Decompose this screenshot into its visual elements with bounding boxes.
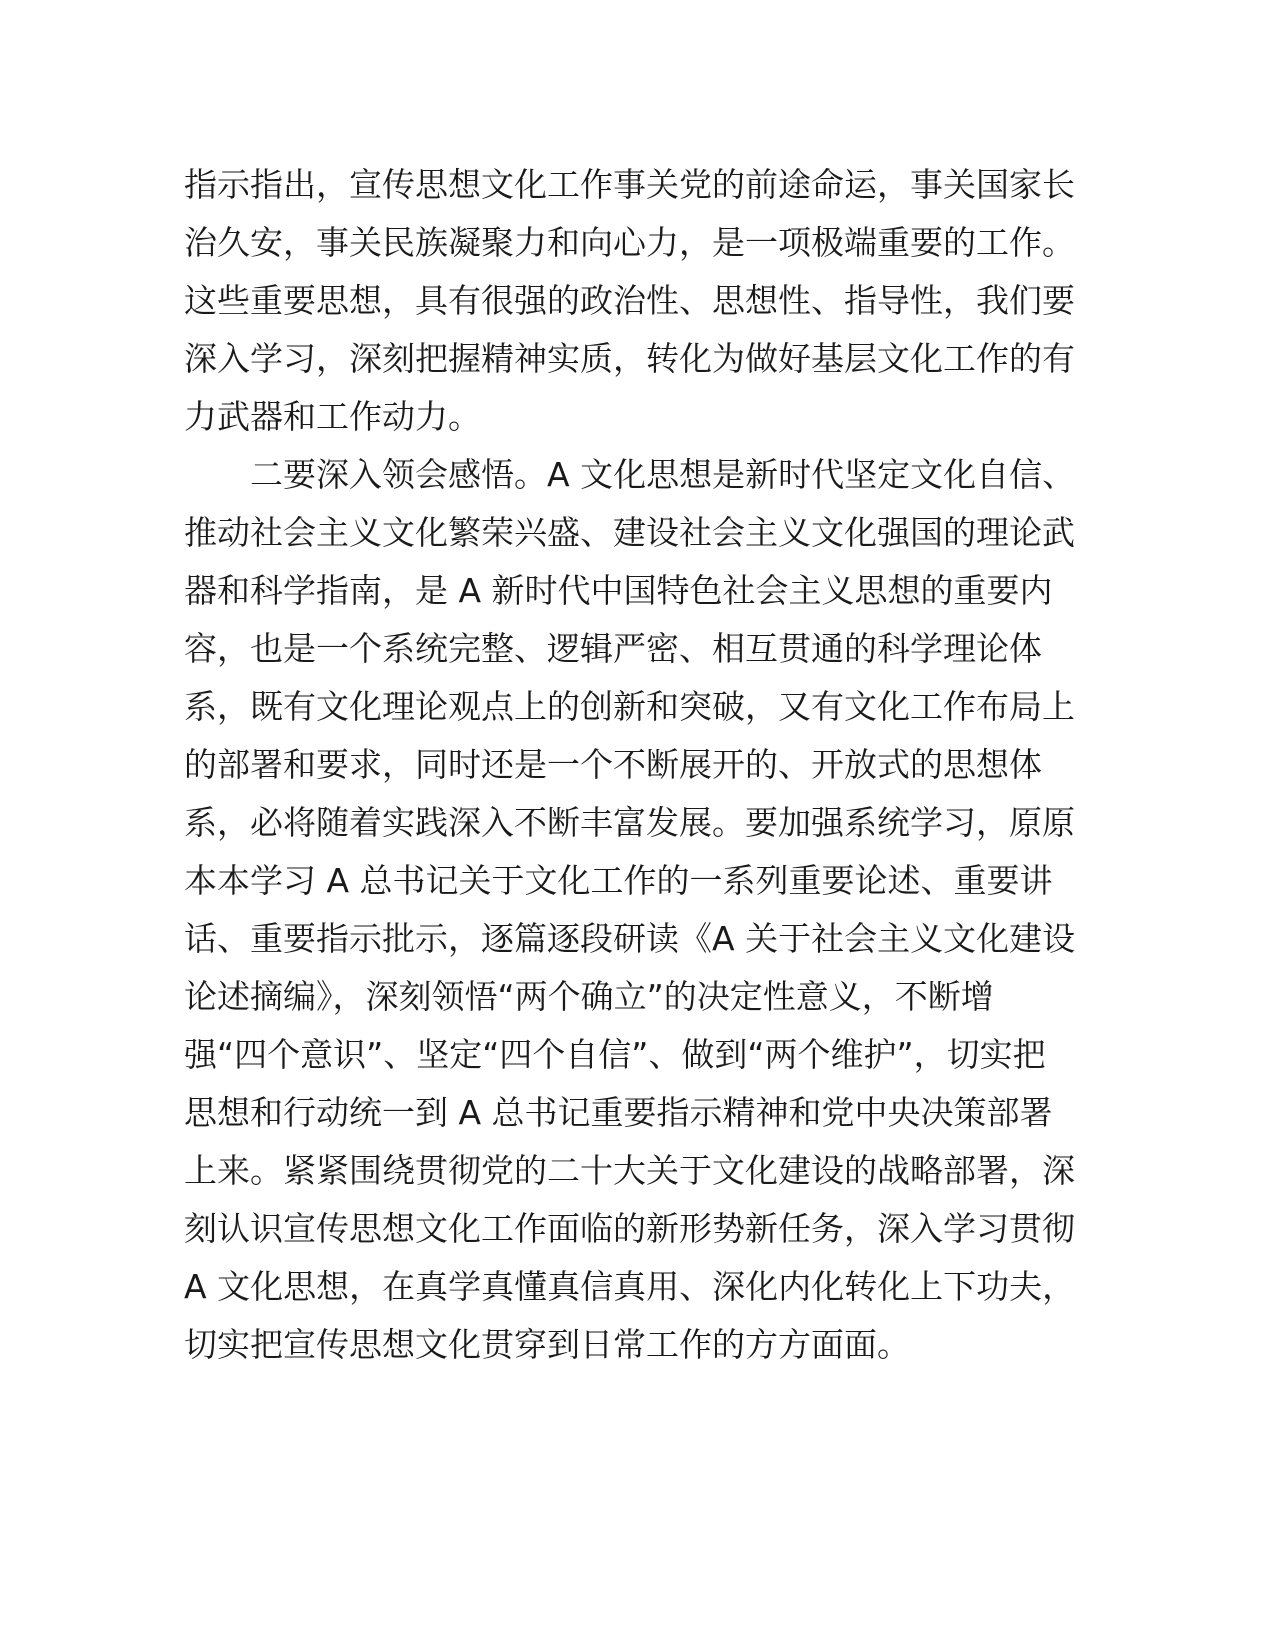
text-line: 的部署和要求，同时还是一个不断展开的、开放式的思想体 xyxy=(184,745,1042,784)
text-line: 推动社会主义文化繁荣兴盛、建设社会主义文化强国的理论武 xyxy=(184,513,1075,552)
text-line: 深入学习，深刻把握精神实质，转化为做好基层文化工作的有 xyxy=(184,339,1075,378)
document-body xyxy=(184,156,1084,1374)
text-line: 力武器和工作动力。 xyxy=(184,397,481,436)
text-line: 器和科学指南，是 A 新时代中国特色社会主义思想的重要内 xyxy=(184,571,1053,610)
text-line: 本本学习 A 总书记关于文化工作的一系列重要论述、重要讲 xyxy=(184,861,1053,900)
text-line: 刻认识宣传思想文化工作面临的新形势新任务，深入学习贯彻 xyxy=(184,1209,1075,1248)
text-line: 强“四个意识”、坚定“四个自信”、做到“两个维护”，切实把 xyxy=(184,1035,1046,1074)
text-line: 论述摘编》，深刻领悟“两个确立”的决定性意义，不断增 xyxy=(184,977,994,1016)
text-line: 系，必将随着实践深入不断丰富发展。要加强系统学习，原原 xyxy=(184,803,1075,842)
text-line: 二要深入领会感悟。A 文化思想是新时代坚定文化自信、 xyxy=(250,455,1076,494)
text-line: 话、重要指示批示，逐篇逐段研读《A 关于社会主义文化建设 xyxy=(184,919,1076,958)
text-line: 容，也是一个系统完整、逻辑严密、相互贯通的科学理论体 xyxy=(184,629,1042,668)
text-line: 这些重要思想，具有很强的政治性、思想性、指导性，我们要 xyxy=(184,281,1075,320)
text-line: 切实把宣传思想文化贯穿到日常工作的方方面面。 xyxy=(184,1325,910,1364)
text-line: 上来。紧紧围绕贯彻党的二十大关于文化建设的战略部署，深 xyxy=(184,1151,1075,1190)
text-line: 指示指出，宣传思想文化工作事关党的前途命运，事关国家长 xyxy=(184,165,1075,204)
paragraph-1 xyxy=(184,156,1084,446)
paragraph-2 xyxy=(184,446,1084,1374)
text-line: 思想和行动统一到 A 总书记重要指示精神和党中央决策部署 xyxy=(184,1093,1053,1132)
text-line: A 文化思想，在真学真懂真信真用、深化内化转化上下功夫， xyxy=(184,1267,1076,1306)
text-line: 系，既有文化理论观点上的创新和突破，又有文化工作布局上 xyxy=(184,687,1075,726)
text-line: 治久安，事关民族凝聚力和向心力，是一项极端重要的工作。 xyxy=(184,223,1075,262)
